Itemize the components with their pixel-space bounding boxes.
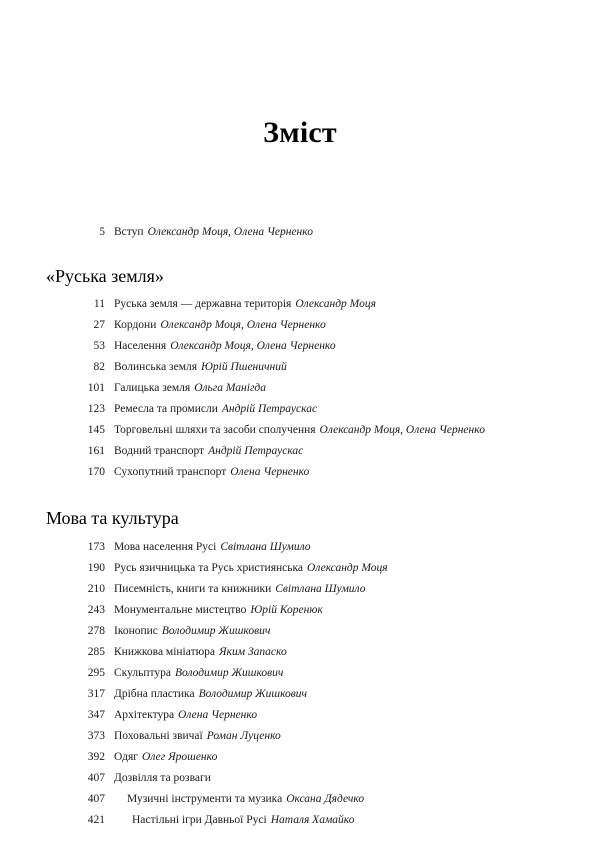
toc-entry-title: Ремесла та промисли (114, 403, 218, 416)
toc-entry[interactable] (0, 315, 600, 336)
toc-entry-author: Юрій Коренюк (250, 603, 323, 616)
toc-entry[interactable] (0, 420, 600, 441)
toc-entry[interactable] (0, 684, 600, 705)
toc-entry[interactable] (0, 558, 600, 579)
toc-section-entries (0, 537, 600, 831)
toc-section-entries (0, 294, 600, 483)
toc-entry-title: Руська земля — державна територія (114, 298, 292, 311)
toc-entry[interactable] (0, 642, 600, 663)
toc-entry-author: Роман Луценко (206, 729, 281, 742)
toc-entry-title: Торговельні шляхи та засоби сполучення (114, 424, 316, 437)
toc-entry-page-number: 392 (87, 750, 105, 763)
toc-section-heading: «Руська земля» (46, 266, 164, 286)
toc-entry-title: Дрібна пластика (114, 687, 195, 700)
toc-entry-page-number: 145 (87, 424, 105, 437)
toc-entry-page-number: 101 (87, 382, 105, 395)
toc-entry-page-number: 5 (99, 226, 105, 238)
toc-entry-text (105, 810, 600, 831)
toc-entry-title: Скульптура (114, 666, 171, 679)
toc-entry-title: Писемність, книги та книжники (114, 582, 272, 595)
toc-entry-page-number: 295 (87, 666, 105, 679)
toc-entry-title: Сухопутний транспорт (114, 466, 227, 479)
toc-entry-author: Олександр Моця, Олена Черненко (319, 424, 485, 437)
toc-entry[interactable] (0, 336, 600, 357)
toc-entry-author: Ольга Манігда (194, 382, 267, 395)
toc-entry-title: Галицька земля (114, 382, 191, 395)
toc-entry-page-number: 173 (87, 540, 105, 553)
page-title: Зміст (263, 116, 337, 150)
toc-entry-text (105, 336, 600, 357)
toc-entry[interactable] (0, 621, 600, 642)
toc-entry[interactable] (0, 747, 600, 768)
toc-entry[interactable] (0, 357, 600, 378)
toc-entry[interactable] (0, 462, 600, 483)
toc-entry-text (105, 684, 600, 705)
toc-entry[interactable] (0, 537, 600, 558)
toc-entry[interactable] (0, 378, 600, 399)
toc-entry-title: Монументальне мистецтво (114, 603, 247, 616)
toc-entry-title: Іконопис (114, 624, 158, 637)
toc-entry-text (105, 789, 600, 810)
toc-entry-title: Одяг (114, 750, 139, 763)
toc-intro-entries (0, 222, 600, 243)
toc-entry-author: Олександр Моця, Олена Черненко (160, 319, 326, 332)
toc-entry-page-number: 53 (93, 340, 105, 353)
toc-entry-author: Олег Ярошенко (142, 750, 218, 763)
toc-entry[interactable] (0, 705, 600, 726)
toc-entry-text (105, 462, 600, 483)
toc-entry-text (105, 315, 600, 336)
toc-entry[interactable] (0, 579, 600, 600)
toc-entry[interactable] (0, 600, 600, 621)
toc-entry-text (105, 399, 600, 420)
toc-entry[interactable] (0, 294, 600, 315)
toc-entry-title: Русь язичницька та Русь християнська (114, 561, 304, 574)
toc-entry-author: Олександр Моця, Олена Черненко (170, 340, 336, 353)
toc-entry-text (105, 222, 600, 243)
toc-entry-author: Володимир Жишкович (198, 687, 307, 700)
toc-entry-page-number: 373 (87, 729, 105, 742)
toc-entry-author: Олена Черненко (230, 466, 310, 479)
toc-entry-title: Мова населення Русі (114, 540, 217, 553)
toc-entry-page-number: 161 (87, 445, 105, 458)
toc-entry-author: Олександр Моця (295, 298, 376, 311)
toc-entry-text (105, 579, 600, 600)
toc-entry-title: Кордони (114, 319, 157, 332)
toc-entry[interactable] (0, 768, 600, 789)
toc-entry-text (105, 768, 600, 789)
toc-entry-title: Книжкова мініатюра (114, 645, 216, 658)
toc-entry-author: Олена Черненко (178, 708, 258, 721)
toc-entry-page-number: 190 (87, 561, 105, 574)
toc-entry-text (105, 537, 600, 558)
toc-entry[interactable] (0, 399, 600, 420)
toc-entry-title: Музичні інструменти та музика (127, 792, 283, 805)
toc-entry-page-number: 407 (87, 792, 105, 805)
toc-entry-author: Олександр Моця, Олена Черненко (147, 226, 313, 238)
toc-entry-page-number: 407 (87, 771, 105, 784)
toc-entry[interactable] (0, 441, 600, 462)
toc-entry-text (105, 378, 600, 399)
toc-section (0, 265, 600, 483)
toc-entry-text (105, 726, 600, 747)
toc-entry-text (105, 621, 600, 642)
toc-entry-text (105, 600, 600, 621)
toc-entry-page-number: 210 (87, 582, 105, 595)
toc-entry[interactable] (0, 726, 600, 747)
toc-entry-title: Настільні ігри Давньої Русі (132, 813, 267, 826)
toc-entry-author: Юрій Пшеничний (201, 361, 287, 374)
toc-entry-text (105, 294, 600, 315)
toc-entry-title: Поховальні звичаї (114, 729, 203, 742)
toc-entry-text (105, 663, 600, 684)
toc-entry-title: Населення (114, 340, 167, 353)
toc-entry[interactable] (0, 663, 600, 684)
toc-entry-author: Олександр Моця (307, 561, 388, 574)
toc-entry-text (105, 420, 600, 441)
toc-entry-text (105, 558, 600, 579)
toc-entry-page-number: 317 (87, 687, 105, 700)
toc-entry[interactable] (0, 810, 600, 831)
toc-entry-title: Вступ (114, 226, 144, 238)
toc-entry-page-number: 285 (87, 645, 105, 658)
toc-entry-author: Андрій Петраускас (221, 403, 318, 416)
toc-entry-title: Архітектура (114, 708, 175, 721)
toc-entry-text (105, 642, 600, 663)
toc-entry-text (105, 441, 600, 462)
toc-entry-page-number: 27 (93, 319, 105, 332)
toc-entry-title: Дозвілля та розваги (114, 771, 211, 784)
toc-entry-page-number: 421 (87, 813, 105, 826)
toc-entry-author: Оксана Дядечко (286, 792, 365, 805)
toc-sections (0, 265, 600, 831)
toc-entry-author: Андрій Петраускас (208, 445, 304, 458)
toc-entry-author: Світлана Шумило (275, 582, 366, 595)
toc-entry-page-number: 278 (87, 624, 105, 637)
toc-entry-page-number: 11 (93, 298, 105, 311)
toc-entry-author: Яким Запаско (219, 645, 287, 658)
toc-entry-page-number: 170 (87, 466, 105, 479)
toc-entry-title: Водний транспорт (114, 445, 205, 458)
table-of-contents (0, 222, 600, 831)
toc-entry-author: Володимир Жишкович (174, 666, 284, 679)
toc-section (0, 507, 600, 830)
toc-entry[interactable] (0, 222, 600, 243)
toc-entry-page-number: 123 (87, 403, 105, 416)
toc-section-heading: Мова та культура (46, 508, 179, 529)
toc-entry-page-number: 243 (87, 603, 105, 616)
toc-entry-author: Наталя Хамайко (270, 813, 355, 826)
toc-entry-text (105, 357, 600, 378)
toc-entry-author: Володимир Жишкович (161, 624, 271, 637)
toc-entry-text (105, 747, 600, 768)
toc-entry-page-number: 347 (87, 708, 105, 721)
toc-entry-author: Світлана Шумило (220, 540, 311, 553)
toc-entry-page-number: 82 (93, 361, 105, 374)
toc-entry-text (105, 705, 600, 726)
toc-entry-title: Волинська земля (114, 361, 198, 374)
toc-entry[interactable] (0, 789, 600, 810)
